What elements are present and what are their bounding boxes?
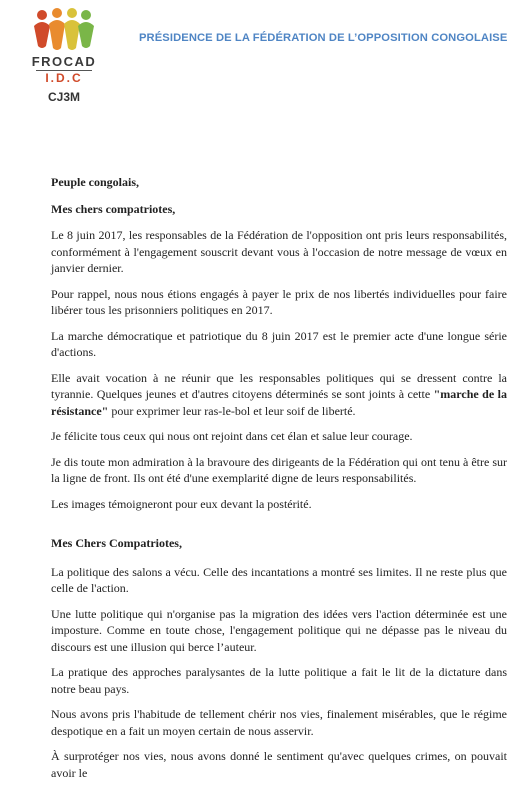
march-name: "marche de la résistance" <box>51 387 507 418</box>
salutation-people: Peuple congolais, <box>51 175 140 189</box>
paragraph: La marche démocratique et patriotique du 8 juin 2017 est le premier acte d'une longue série d'actions. <box>51 328 507 359</box>
letterhead <box>0 0 522 110</box>
frocad-logo <box>28 6 100 106</box>
paragraph-text: pour exprimer leur ras-le-bol et leur soif de liberté. <box>108 403 356 418</box>
paragraph: Je dis toute mon admiration à la bravoure des dirigeants de la Fédération qui ont tenu à être sur la ligne de front. Ils ont été d'une exemplarité digne de leurs responsabilités. <box>51 454 507 485</box>
paragraph: La pratique des approches paralysantes de la lutte politique a fait le lit de la dictature dans notre beau pays. <box>51 665 507 696</box>
org-name: FROCAD <box>31 54 97 69</box>
section-heading: Mes Chers Compatriotes, <box>51 536 182 550</box>
letterhead-title: PRÉSIDENCE DE LA FÉDÉRATION DE L’OPPOSITION CONGOLAISE <box>139 32 508 44</box>
paragraph: Le 8 juin 2017, les responsables de la Fédération de l'opposition ont pris leurs responsabilités, conformément à l'engagement souscrit devant vous à l'occasion de notre message de vœux en janvier dernier. <box>51 228 507 275</box>
paragraph-march <box>51 370 507 420</box>
org-code: CJ3M <box>47 90 80 104</box>
people-emblem-icon <box>32 6 96 52</box>
org-subtitle: I.D.C <box>45 71 83 85</box>
paragraph-text: Elle avait vocation à ne réunir que les responsables politiques qui se dressent contre la tyrannie. Quelques jeunes et d'autres citoyens déterminés se sont joints à cette <box>51 370 507 401</box>
paragraph: Je félicite tous ceux qui nous ont rejoint dans cet élan et salue leur courage. <box>51 429 413 443</box>
salutation-compatriots: Mes chers compatriotes, <box>51 201 176 216</box>
paragraph: Pour rappel, nous nous étions engagés à payer le prix de nos libertés individuelles pour faire libérer tous les prisonniers politiques en 2017. <box>51 286 507 317</box>
paragraph: La politique des salons a vécu. Celle des incantations a montré ses limites. Il ne reste plus que celle de l'action. <box>51 564 507 595</box>
paragraph: Une lutte politique qui n'organise pas la migration des idées vers l'action déterminée est une imposture. Comme en toute chose, l'engagement politique qui ne dépasse pas le niveau du discours est une illusion qui berce l’auteur. <box>51 606 507 654</box>
paragraph: Les images témoigneront pour eux devant la postérité. <box>51 496 312 511</box>
paragraph: À surprotéger nos vies, nous avons donné le sentiment qu'avec quelques crimes, on pouvait avoir le <box>51 749 507 780</box>
letter-body <box>51 174 507 790</box>
paragraph: Nous avons pris l'habitude de tellement chérir nos vies, finalement misérables, que le régime despotique en a fait un moyen certain de nous asservir. <box>51 707 507 738</box>
